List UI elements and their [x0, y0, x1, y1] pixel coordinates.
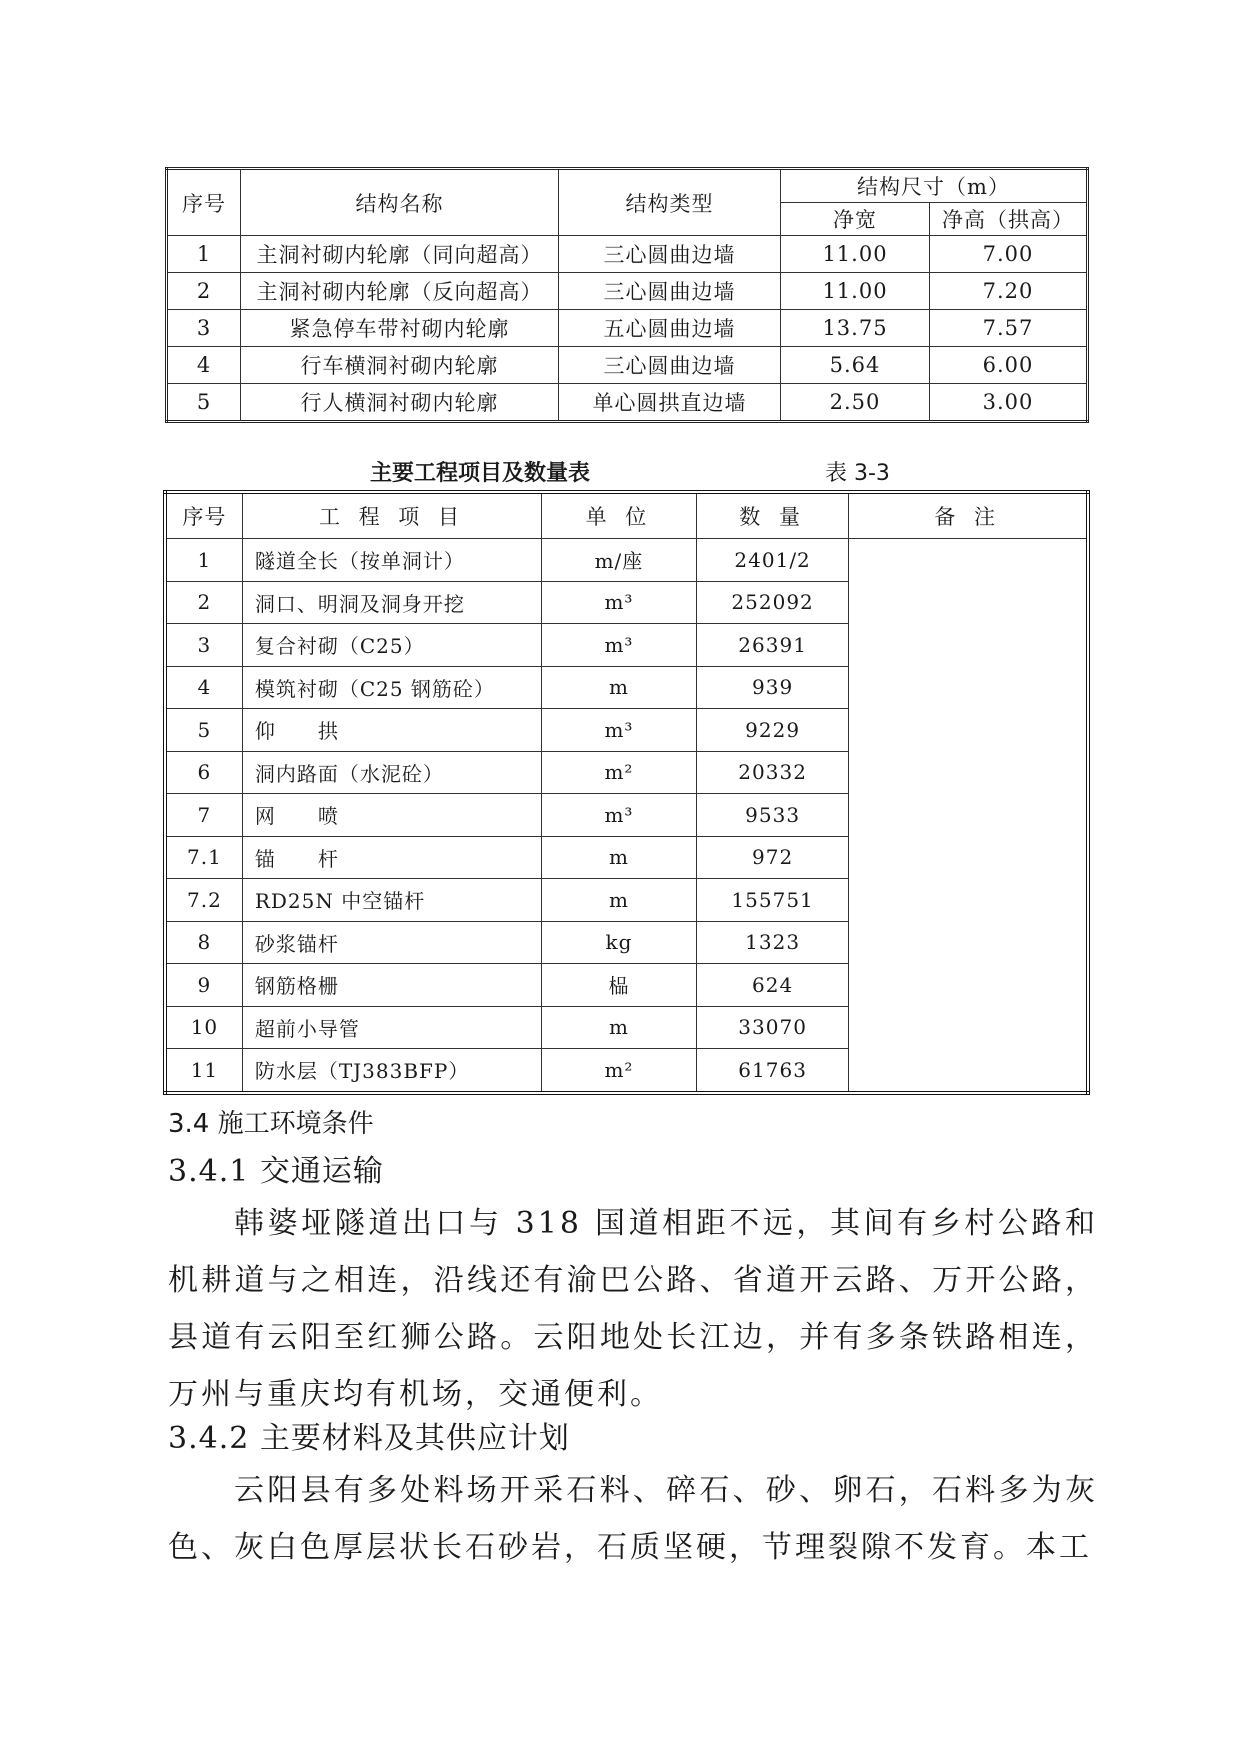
header-item: 工 程 项 目 — [242, 492, 541, 539]
header-no: 序号 — [167, 169, 241, 236]
cell-unit: m — [542, 666, 697, 709]
cell-item: 防水层（TJ383BFP） — [242, 1049, 541, 1093]
header-quantity: 数 量 — [696, 492, 849, 539]
header-clear-height: 净高（拱高） — [930, 203, 1088, 236]
cell-quantity: 939 — [696, 666, 849, 709]
cell-quantity: 9533 — [696, 794, 849, 837]
cell-quantity: 61763 — [696, 1049, 849, 1093]
cell-no: 3 — [165, 624, 242, 667]
cell-quantity: 33070 — [696, 1006, 849, 1049]
cell-quantity: 9229 — [696, 709, 849, 752]
cell-unit: m — [542, 836, 697, 879]
cell-unit: m³ — [542, 624, 697, 667]
cell-width: 2.50 — [781, 384, 930, 422]
cell-unit: m³ — [542, 581, 697, 624]
cell-item: 洞内路面（水泥砼） — [242, 751, 541, 794]
table-row — [167, 273, 1088, 310]
cell-item: 钢筋格栅 — [242, 964, 541, 1007]
cell-quantity: 1323 — [696, 921, 849, 964]
cell-width: 13.75 — [781, 310, 930, 347]
cell-name: 行人横洞衬砌内轮廓 — [241, 384, 559, 422]
cell-unit: m — [542, 1006, 697, 1049]
cell-quantity: 26391 — [696, 624, 849, 667]
cell-height: 7.57 — [930, 310, 1088, 347]
cell-item: 隧道全长（按单洞计） — [242, 539, 541, 582]
cell-quantity: 252092 — [696, 581, 849, 624]
cell-no: 9 — [165, 964, 242, 1007]
cell-unit: m² — [542, 751, 697, 794]
cell-height: 7.00 — [930, 236, 1088, 273]
cell-remark — [849, 539, 1088, 1093]
header-structure-size: 结构尺寸（m） — [781, 169, 1088, 203]
subsection-heading-transport: 3.4.1 交通运输 — [168, 1154, 384, 1189]
cell-width: 11.00 — [781, 236, 930, 273]
header-remark: 备 注 — [849, 492, 1088, 539]
table-row — [167, 236, 1088, 273]
cell-item: 锚 杆 — [242, 836, 541, 879]
structure-dimension-table — [165, 167, 1089, 423]
cell-type: 三心圆曲边墙 — [559, 236, 781, 273]
subsection-heading-materials: 3.4.2 主要材料及其供应计划 — [168, 1421, 570, 1456]
cell-quantity: 20332 — [696, 751, 849, 794]
cell-no: 10 — [165, 1006, 242, 1049]
table-number: 表 3-3 — [825, 461, 890, 486]
header-no: 序号 — [165, 492, 242, 539]
cell-no: 5 — [167, 384, 241, 422]
cell-name: 主洞衬砌内轮廓（同向超高） — [241, 236, 559, 273]
cell-unit: m — [542, 879, 697, 922]
cell-no: 7.1 — [165, 836, 242, 879]
cell-unit: m³ — [542, 794, 697, 837]
header-structure-type: 结构类型 — [559, 169, 781, 236]
cell-no: 4 — [165, 666, 242, 709]
cell-quantity: 624 — [696, 964, 849, 1007]
table-row — [167, 384, 1088, 422]
cell-width: 11.00 — [781, 273, 930, 310]
cell-item: 网 喷 — [242, 794, 541, 837]
cell-unit: m/座 — [542, 539, 697, 582]
cell-item: 仰 拱 — [242, 709, 541, 752]
cell-item: 超前小导管 — [242, 1006, 541, 1049]
cell-name: 主洞衬砌内轮廓（反向超高） — [241, 273, 559, 310]
cell-width: 5.64 — [781, 347, 930, 384]
cell-no: 11 — [165, 1049, 242, 1093]
cell-no: 3 — [167, 310, 241, 347]
cell-height: 3.00 — [930, 384, 1088, 422]
cell-type: 单心圆拱直边墙 — [559, 384, 781, 422]
header-unit: 单 位 — [542, 492, 697, 539]
header-structure-name: 结构名称 — [241, 169, 559, 236]
cell-unit: m³ — [542, 709, 697, 752]
table-row — [167, 310, 1088, 347]
header-clear-width: 净宽 — [781, 203, 930, 236]
section-heading: 3.4 施工环境条件 — [168, 1109, 374, 1139]
cell-type: 五心圆曲边墙 — [559, 310, 781, 347]
cell-quantity: 972 — [696, 836, 849, 879]
cell-no: 1 — [165, 539, 242, 582]
cell-item: 洞口、明洞及洞身开挖 — [242, 581, 541, 624]
table-row — [165, 539, 1088, 582]
table-header-row — [165, 492, 1088, 539]
cell-item: 复合衬砌（C25） — [242, 624, 541, 667]
cell-item: RD25N 中空锚杆 — [242, 879, 541, 922]
table-caption: 主要工程项目及数量表 — [370, 461, 591, 486]
cell-no: 6 — [165, 751, 242, 794]
paragraph-materials: 云阳县有多处料场开采石料、碎石、砂、卵石，石料多为灰色、灰白色厚层状长石砂岩，石质坚硬，节理裂隙不发育。本工 — [168, 1473, 1098, 1565]
cell-no: 1 — [167, 236, 241, 273]
cell-height: 7.20 — [930, 273, 1088, 310]
cell-no: 2 — [165, 581, 242, 624]
cell-name: 紧急停车带衬砌内轮廓 — [241, 310, 559, 347]
cell-item: 模筑衬砌（C25 钢筋砼） — [242, 666, 541, 709]
cell-height: 6.00 — [930, 347, 1088, 384]
cell-no: 8 — [165, 921, 242, 964]
table-row — [167, 347, 1088, 384]
cell-no: 5 — [165, 709, 242, 752]
cell-name: 行车横洞衬砌内轮廓 — [241, 347, 559, 384]
quantity-table — [163, 490, 1090, 1095]
cell-no: 7 — [165, 794, 242, 837]
cell-quantity: 155751 — [696, 879, 849, 922]
cell-no: 7.2 — [165, 879, 242, 922]
cell-quantity: 2401/2 — [696, 539, 849, 582]
cell-no: 2 — [167, 273, 241, 310]
cell-item: 砂浆锚杆 — [242, 921, 541, 964]
cell-type: 三心圆曲边墙 — [559, 347, 781, 384]
paragraph-transport: 韩婆垭隧道出口与 318 国道相距不远，其间有乡村公路和机耕道与之相连，沿线还有渝巴公路、省道开云路、万开公路，县道有云阳至红狮公路。云阳地处长江边，并有多条铁路相连，万州与重庆均有机场，交通便利。 — [168, 1206, 1098, 1412]
cell-type: 三心圆曲边墙 — [559, 273, 781, 310]
cell-unit: kg — [542, 921, 697, 964]
cell-unit: 榀 — [542, 964, 697, 1007]
cell-unit: m² — [542, 1049, 697, 1093]
cell-no: 4 — [167, 347, 241, 384]
